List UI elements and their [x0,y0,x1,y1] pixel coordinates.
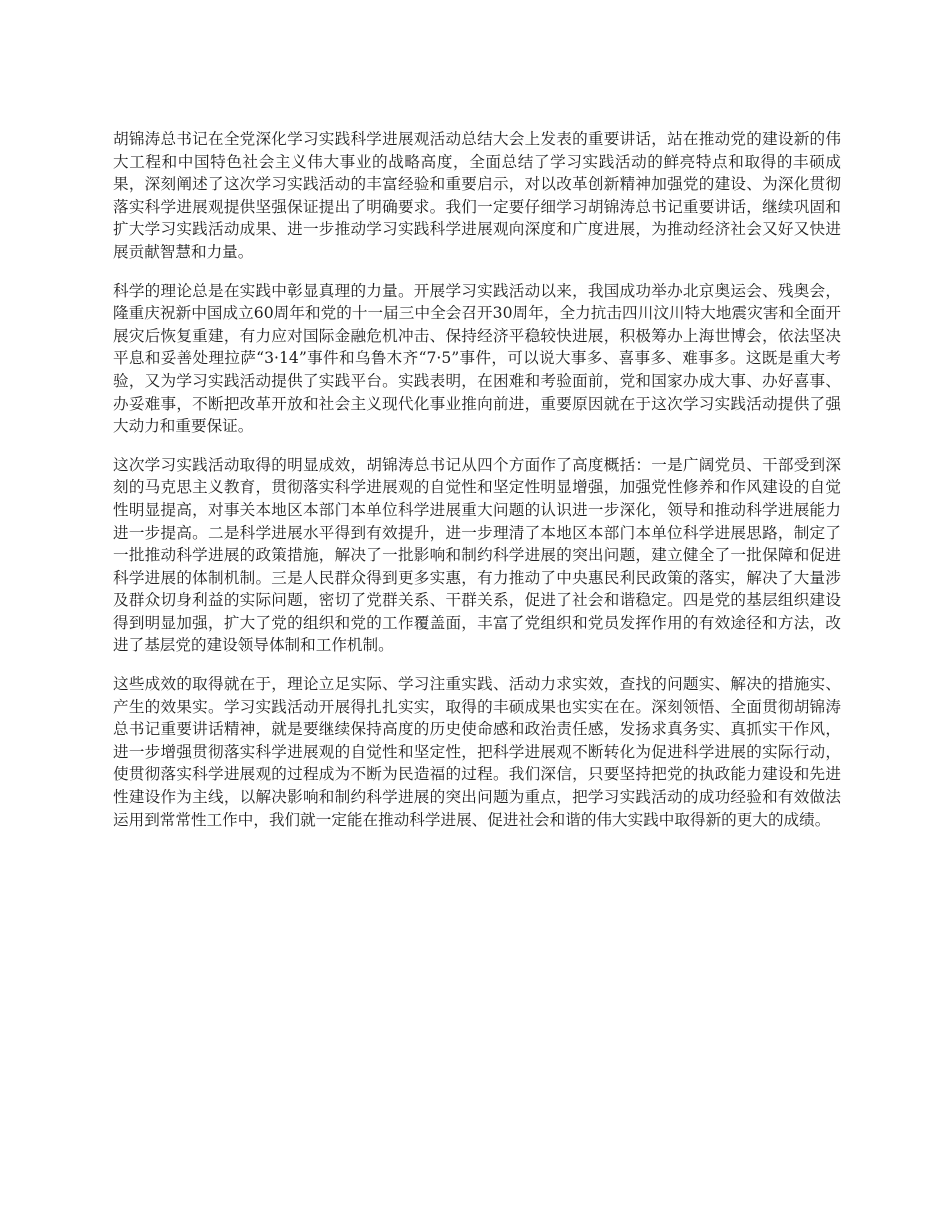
paragraph-4: 这些成效的取得就在于，理论立足实际、学习注重实践、活动力求实效，查找的问题实、解决的措施实、产生的效果实。学习实践活动开展得扎扎实实，取得的丰硕成果也实实在在。深刻领悟、全面贯彻胡锦涛总书记重要讲话精神，就是要继续保持高度的历史使命感和政治责任感，发扬求真务实、真抓实干作风，进一步增强贯彻落实科学进展观的自觉性和坚定性，把科学进展观不断转化为促进科学进展的实际行动，使贯彻落实科学进展观的过程成为不断为民造福的过程。我们深信，只要坚持把党的执政能力建设和先进性建设作为主线，以解决影响和制约科学进展的突出问题为重点，把学习实践活动的成功经验和有效做法运用到常常性工作中，我们就一定能在推动科学进展、促进社会和谐的伟大实践中取得新的更大的成绩。 [113,675,841,829]
paragraph-1: 胡锦涛总书记在全党深化学习实践科学进展观活动总结大会上发表的重要讲话，站在推动党的建设新的伟大工程和中国特色社会主义伟大事业的战略高度，全面总结了学习实践活动的鲜亮特点和取得的丰硕成果，深刻阐述了这次学习实践活动的丰富经验和重要启示，对以改革创新精神加强党的建设、为深化贯彻落实科学进展观提供坚强保证提出了明确要求。我们一定要仔细学习胡锦涛总书记重要讲话，继续巩固和扩大学习实践活动成果、进一步推动学习实践科学进展观向深度和广度进展，为推动经济社会又好又快进展贡献智慧和力量。 [113,130,841,261]
article-body [113,128,841,847]
paragraph-2: 科学的理论总是在实践中彰显真理的力量。开展学习实践活动以来，我国成功举办北京奥运会、残奥会，隆重庆祝新中国成立60周年和党的十一届三中全会召开30周年，全力抗击四川汶川特大地震灾害和全面开展灾后恢复重建，有力应对国际金融危机冲击、保持经济平稳较快进展，积极筹办上海世博会，依法坚决平息和妥善处理拉萨“3·14”事件和乌鲁木齐“7·5”事件，可以说大事多、喜事多、难事多。这既是重大考验，又为学习实践活动提供了实践平台。实践表明，在困难和考验面前，党和国家办成大事、办好喜事、办妥难事，不断把改革开放和社会主义现代化事业推向前进，重要原因就在于这次学习实践活动提供了强大动力和重要保证。 [113,281,841,436]
paragraph-3: 这次学习实践活动取得的明显成效，胡锦涛总书记从四个方面作了高度概括：一是广阔党员、干部受到深刻的马克思主义教育，贯彻落实科学进展观的自觉性和坚定性明显增强，加强党性修养和作风建设的自觉性明显提高，对事关本地区本部门本单位科学进展重大问题的认识进一步深化，领导和推动科学进展能力进一步提高。二是科学进展水平得到有效提升，进一步理清了本地区本部门本单位科学进展思路，制定了一批推动科学进展的政策措施，解决了一批影响和制约科学进展的突出问题，建立健全了一批保障和促进科学进展的体制机制。三是人民群众得到更多实惠，有力推动了中央惠民利民政策的落实，解决了大量涉及群众切身利益的实际问题，密切了党群关系、干群关系，促进了社会和谐稳定。四是党的基层组织建设得到明显加强，扩大了党的组织和党的工作覆盖面，丰富了党组织和党员发挥作用的有效途径和方法，改进了基层党的建设领导体制和工作机制。 [113,455,841,655]
